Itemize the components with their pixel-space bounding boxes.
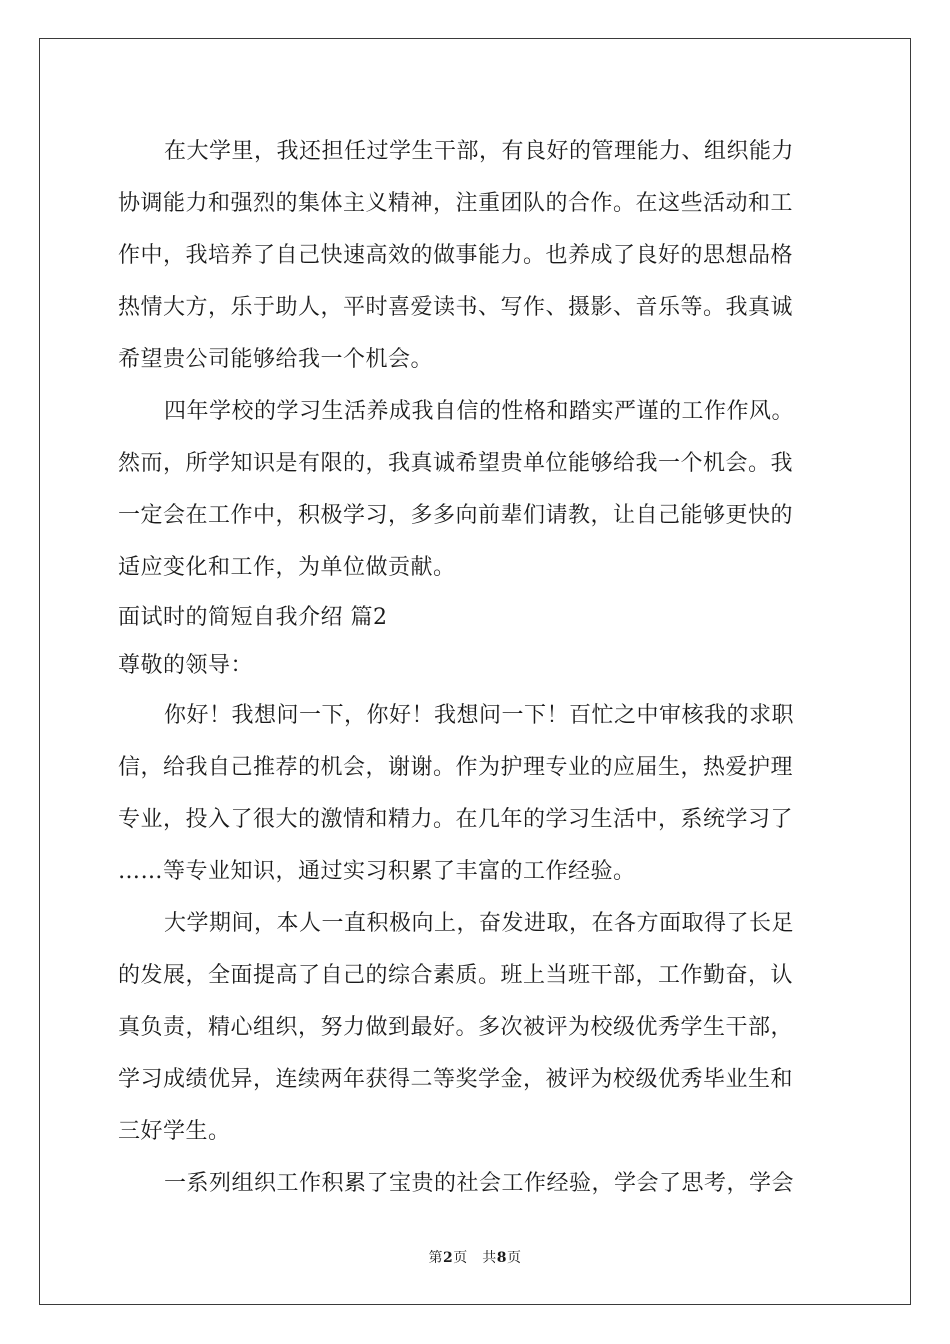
- text-line: 的发展，全面提高了自己的综合素质。班上当班干部，工作勤奋，认: [118, 963, 794, 988]
- page-footer: [0, 1247, 950, 1267]
- text-line: 你好！我想问一下，你好！我想问一下！百忙之中审核我的求职: [164, 703, 795, 728]
- text-line: 四年学校的学习生活养成我自信的性格和踏实严谨的工作作风。: [164, 399, 795, 424]
- text-line: 然而，所学知识是有限的，我真诚希望贵单位能够给我一个机会。我: [118, 451, 794, 476]
- footer-suffix: 页: [507, 1250, 522, 1266]
- footer-total-pages: 8: [496, 1250, 507, 1266]
- text-line: 热情大方，乐于助人，平时喜爱读书、写作、摄影、音乐等。我真诚: [118, 295, 794, 320]
- document-body: [118, 126, 834, 1210]
- text-line: 真负责，精心组织，努力做到最好。多次被评为校级优秀学生干部，: [118, 1015, 794, 1040]
- footer-page-number: 2: [443, 1250, 454, 1266]
- text-line: 在大学里，我还担任过学生干部，有良好的管理能力、组织能力: [164, 139, 795, 164]
- text-line: 一定会在工作中，积极学习，多多向前辈们请教，让自己能够更快的: [118, 503, 794, 528]
- text-line: 一系列组织工作积累了宝贵的社会工作经验，学会了思考，学会: [164, 1171, 795, 1196]
- text-line: 作中，我培养了自己快速高效的做事能力。也养成了良好的思想品格: [118, 243, 794, 268]
- footer-mid: 页 共: [453, 1250, 497, 1266]
- text-line: 适应变化和工作，为单位做贡献。: [118, 555, 456, 580]
- section-heading: 面试时的简短自我介绍 篇2: [118, 605, 388, 630]
- text-line: 协调能力和强烈的集体主义精神，注重团队的合作。在这些活动和工: [118, 191, 794, 216]
- text-line: 大学期间，本人一直积极向上，奋发进取，在各方面取得了长足: [164, 911, 795, 936]
- text-line: 希望贵公司能够给我一个机会。: [118, 347, 434, 372]
- text-line: 三好学生。: [118, 1119, 231, 1144]
- salutation: 尊敬的领导：: [118, 653, 254, 678]
- text-line: ……等专业知识，通过实习积累了丰富的工作经验。: [118, 859, 636, 884]
- text-line: 学习成绩优异，连续两年获得二等奖学金，被评为校级优秀毕业生和: [118, 1067, 794, 1092]
- text-line: 专业，投入了很大的激情和精力。在几年的学习生活中，系统学习了: [118, 807, 794, 832]
- text-line: 信，给我自己推荐的机会，谢谢。作为护理专业的应届生，热爱护理: [118, 755, 794, 780]
- footer-prefix: 第: [428, 1250, 443, 1266]
